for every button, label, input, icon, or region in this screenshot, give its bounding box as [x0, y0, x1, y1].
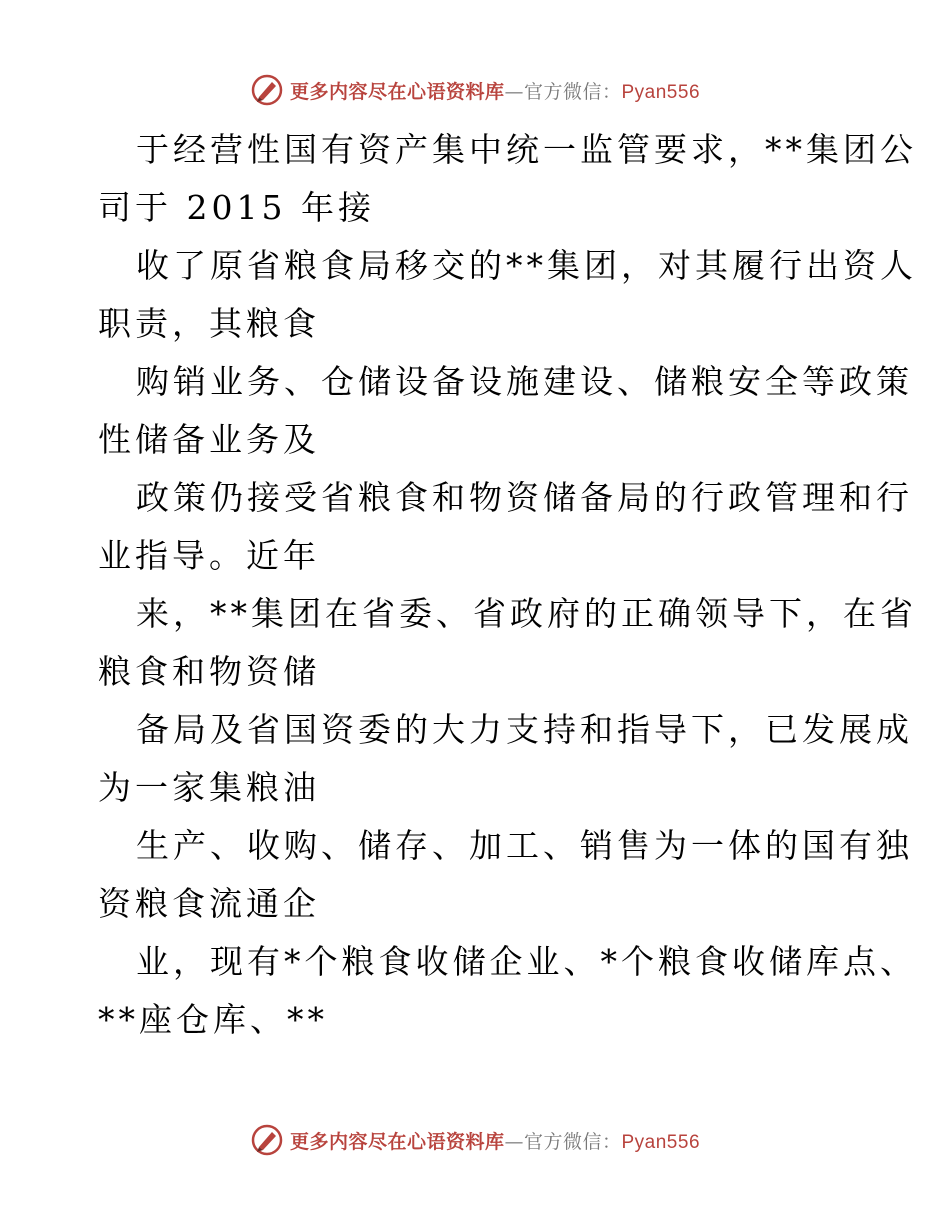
body-line: 性储备业务及: [98, 420, 320, 459]
body-line: 业指导。近年: [98, 536, 320, 575]
footer-watermark: [0, 1122, 950, 1158]
body-line: 司于 2015 年接: [98, 188, 375, 227]
document-body: [98, 121, 917, 1049]
watermark-official: 官方微信：: [523, 1130, 622, 1153]
pen-logo-icon: [250, 73, 284, 107]
watermark-brand: 更多内容尽在心语资料库: [289, 80, 505, 103]
watermark-text: [290, 1127, 700, 1154]
body-line: 备局及省国资委的大力支持和指导下，已发展成: [136, 710, 913, 749]
watermark-brand: 更多内容尽在心语资料库: [289, 1130, 505, 1153]
watermark-official: 官方微信：: [523, 80, 622, 103]
body-line: 职责，其粮食: [98, 304, 320, 343]
body-line: 生产、收购、储存、加工、销售为一体的国有独: [136, 826, 913, 865]
body-line: 粮食和物资储: [98, 652, 320, 691]
watermark-dash: —: [504, 80, 524, 103]
body-line: 资粮食流通企: [98, 884, 320, 923]
body-line: 业，现有*个粮食收储企业、*个粮食收储库点、: [136, 942, 917, 981]
watermark-wechat-id: Pyan556: [621, 1131, 701, 1153]
body-line: 来，**集团在省委、省政府的正确领导下，在省: [136, 594, 917, 633]
body-line: **座仓库、**: [98, 1000, 328, 1039]
watermark-wechat-id: Pyan556: [621, 81, 701, 103]
body-line: 购销业务、仓储设备设施建设、储粮安全等政策: [136, 362, 913, 401]
body-line: 于经营性国有资产集中统一监管要求，**集团公: [136, 130, 917, 169]
body-line: 为一家集粮油: [98, 768, 320, 807]
watermark-dash: —: [504, 1130, 524, 1153]
body-line: 收了原省粮食局移交的**集团，对其履行出资人: [136, 246, 917, 285]
pen-logo-icon: [250, 1123, 284, 1157]
watermark-text: [290, 77, 700, 104]
header-watermark: [0, 72, 950, 108]
body-line: 政策仍接受省粮食和物资储备局的行政管理和行: [136, 478, 913, 517]
